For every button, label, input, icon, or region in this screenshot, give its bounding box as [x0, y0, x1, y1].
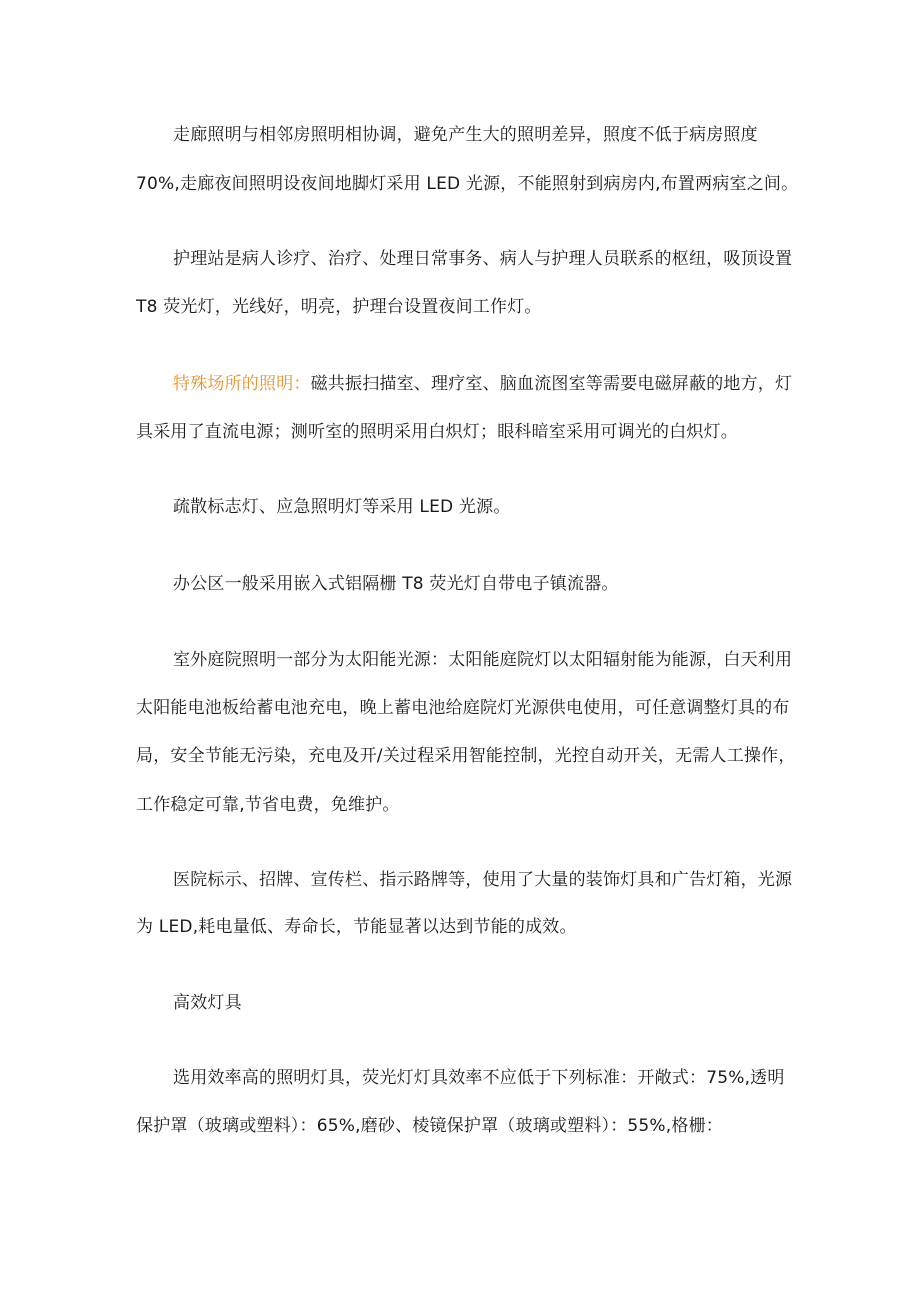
special-lighting-paragraph-line-2: 具采用了直流电源；测听室的照明采用白炽灯；眼科暗室采用可调光的白炽灯。	[136, 422, 738, 442]
office-paragraph: 办公区一般采用嵌入式铝隔栅 T8 荧光灯自带电子镇流器。	[173, 574, 619, 594]
corridor-paragraph-line-2: 70%,走廊夜间照明设夜间地脚灯采用 LED 光源，不能照射到病房内,布置两病室之间。	[136, 174, 799, 194]
efficiency-paragraph-line-1: 选用效率高的照明灯具，荧光灯灯具效率不应低于下列标准：开敞式：75%,透明	[173, 1068, 785, 1088]
courtyard-paragraph-line-1: 室外庭院照明一部分为太阳能光源：太阳能庭院灯以太阳辐射能为能源，白天利用	[173, 650, 793, 670]
courtyard-paragraph-line-4: 工作稳定可靠,节省电费，免维护。	[136, 795, 400, 815]
nurse-station-paragraph-line-2: T8 荧光灯，光线好，明亮，护理台设置夜间工作灯。	[136, 297, 542, 317]
special-lighting-label: 特殊场所的照明：	[173, 374, 311, 394]
courtyard-paragraph-line-2: 太阳能电池板给蓄电池充电，晚上蓄电池给庭院灯光源供电使用，可任意调整灯具的布	[136, 698, 790, 718]
nurse-station-paragraph-line-1: 护理站是病人诊疗、治疗、处理日常事务、病人与护理人员联系的枢纽，吸顶设置	[173, 249, 793, 269]
evacuation-paragraph: 疏散标志灯、应急照明灯等采用 LED 光源。	[173, 497, 511, 517]
special-lighting-text: 磁共振扫描室、理疗室、脑血流图室等需要电磁屏蔽的地方，灯	[310, 374, 793, 394]
special-lighting-paragraph-line-1	[173, 373, 796, 395]
signage-paragraph-line-1: 医院标示、招牌、宣传栏、指示路牌等，使用了大量的装饰灯具和广告灯箱，光源	[173, 870, 793, 890]
courtyard-paragraph-line-3: 局，安全节能无污染，充电及开/关过程采用智能控制，光控自动开关，无需人工操作，	[136, 746, 796, 766]
efficient-fixtures-heading: 高效灯具	[173, 993, 242, 1013]
signage-paragraph-line-2: 为 LED,耗电量低、寿命长，节能显著以达到节能的成效。	[136, 917, 577, 937]
efficiency-paragraph-line-2: 保护罩（玻璃或塑料）：65%,磨砂、棱镜保护罩（玻璃或塑料）：55%,格栅：	[136, 1116, 723, 1136]
corridor-paragraph-line-1: 走廊照明与相邻房照明相协调，避免产生大的照明差异，照度不低于病房照度	[173, 125, 758, 145]
